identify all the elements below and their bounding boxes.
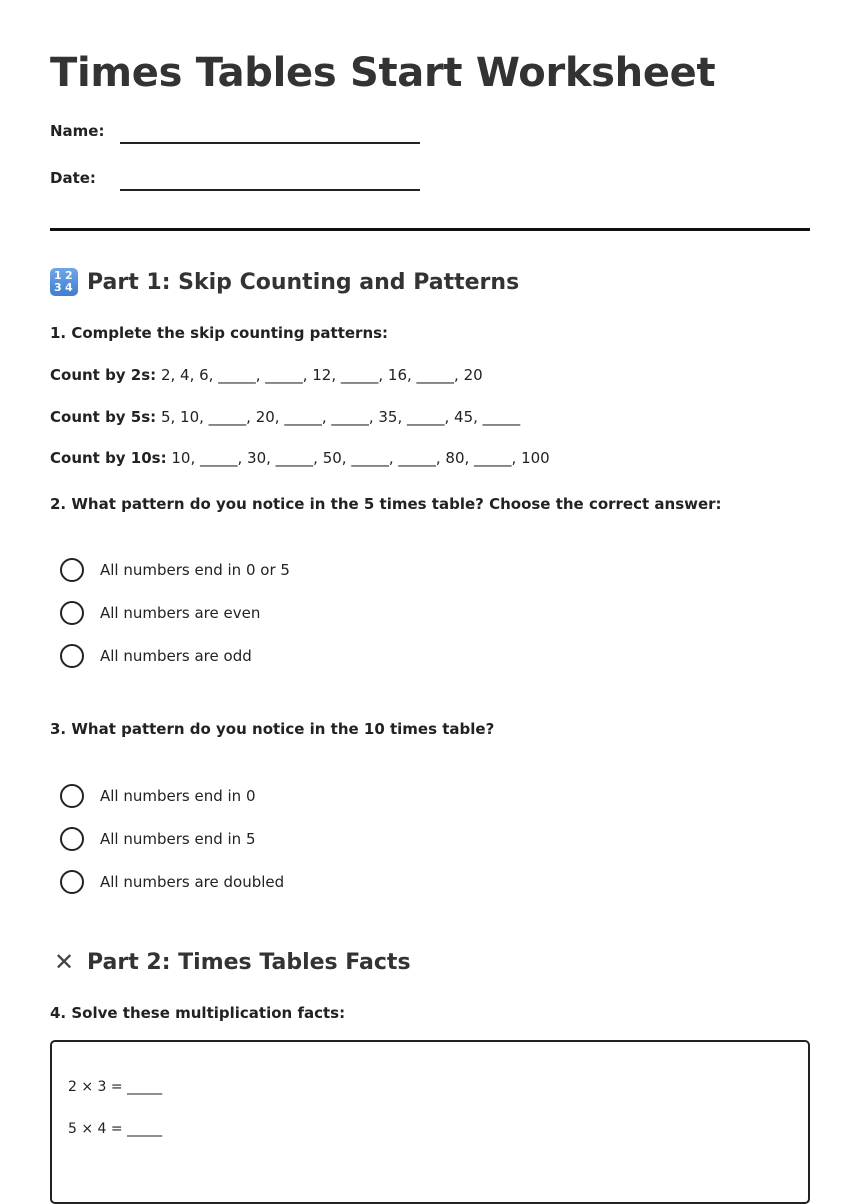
- q2-option-label: All numbers are odd: [100, 647, 252, 665]
- facts-box: [50, 1040, 810, 1204]
- count-by-2s-line: [50, 366, 483, 384]
- input-numbers-icon: 1 2 3 4: [50, 268, 78, 296]
- header-divider: [50, 228, 810, 231]
- count-by-2s-label: Count by 2s:: [50, 366, 157, 384]
- multiply-x-icon: ✕: [53, 948, 75, 976]
- part2-heading: [50, 948, 411, 976]
- name-label: Name:: [50, 122, 105, 140]
- radio-button[interactable]: [60, 644, 84, 668]
- question-3: 3. What pattern do you notice in the 10 times table?: [50, 720, 495, 738]
- count-by-10s-line: [50, 449, 550, 467]
- q3-option[interactable]: [60, 869, 284, 895]
- q3-option-label: All numbers are doubled: [100, 873, 285, 891]
- name-field-row: [50, 120, 470, 150]
- q2-option-label: All numbers are even: [100, 604, 261, 622]
- question-2: 2. What pattern do you notice in the 5 times table? Choose the correct answer:: [50, 495, 722, 513]
- count-by-2s-sequence: 2, 4, 6, _____, _____, 12, _____, 16, _____, 20: [160, 366, 483, 384]
- q3-option-label: All numbers end in 0: [100, 787, 256, 805]
- date-label: Date:: [50, 169, 96, 187]
- page-title: Times Tables Start Worksheet: [50, 50, 716, 96]
- count-by-5s-label: Count by 5s:: [50, 408, 157, 426]
- count-by-10s-label: Count by 10s:: [50, 449, 167, 467]
- date-field-row: [50, 167, 470, 197]
- count-by-10s-sequence: 10, _____, 30, _____, 50, _____, _____, 80, _____, 100: [171, 449, 550, 467]
- q2-option-label: All numbers end in 0 or 5: [100, 561, 290, 579]
- radio-button[interactable]: [60, 558, 84, 582]
- date-blank-line[interactable]: [120, 189, 420, 191]
- name-blank-line[interactable]: [120, 142, 420, 144]
- q2-option[interactable]: [60, 600, 260, 626]
- radio-button[interactable]: [60, 870, 84, 894]
- q2-option[interactable]: [60, 557, 290, 583]
- question-4: 4. Solve these multiplication facts:: [50, 1004, 346, 1022]
- count-by-5s-line: [50, 408, 520, 426]
- count-by-5s-sequence: 5, 10, _____, 20, _____, _____, 35, _____, 45, _____: [160, 408, 521, 426]
- part1-heading-text: Part 1: Skip Counting and Patterns: [87, 269, 520, 295]
- radio-button[interactable]: [60, 827, 84, 851]
- q2-option[interactable]: [60, 643, 252, 669]
- fact-item: 2 × 3 = _____: [68, 1079, 163, 1095]
- q3-option[interactable]: [60, 826, 256, 852]
- question-1: 1. Complete the skip counting patterns:: [50, 324, 389, 342]
- part2-heading-text: Part 2: Times Tables Facts: [87, 949, 411, 975]
- radio-button[interactable]: [60, 601, 84, 625]
- fact-item: 5 × 4 = _____: [68, 1121, 163, 1137]
- q3-option-label: All numbers end in 5: [100, 830, 256, 848]
- q3-option[interactable]: [60, 783, 256, 809]
- radio-button[interactable]: [60, 784, 84, 808]
- part1-heading: [50, 268, 519, 296]
